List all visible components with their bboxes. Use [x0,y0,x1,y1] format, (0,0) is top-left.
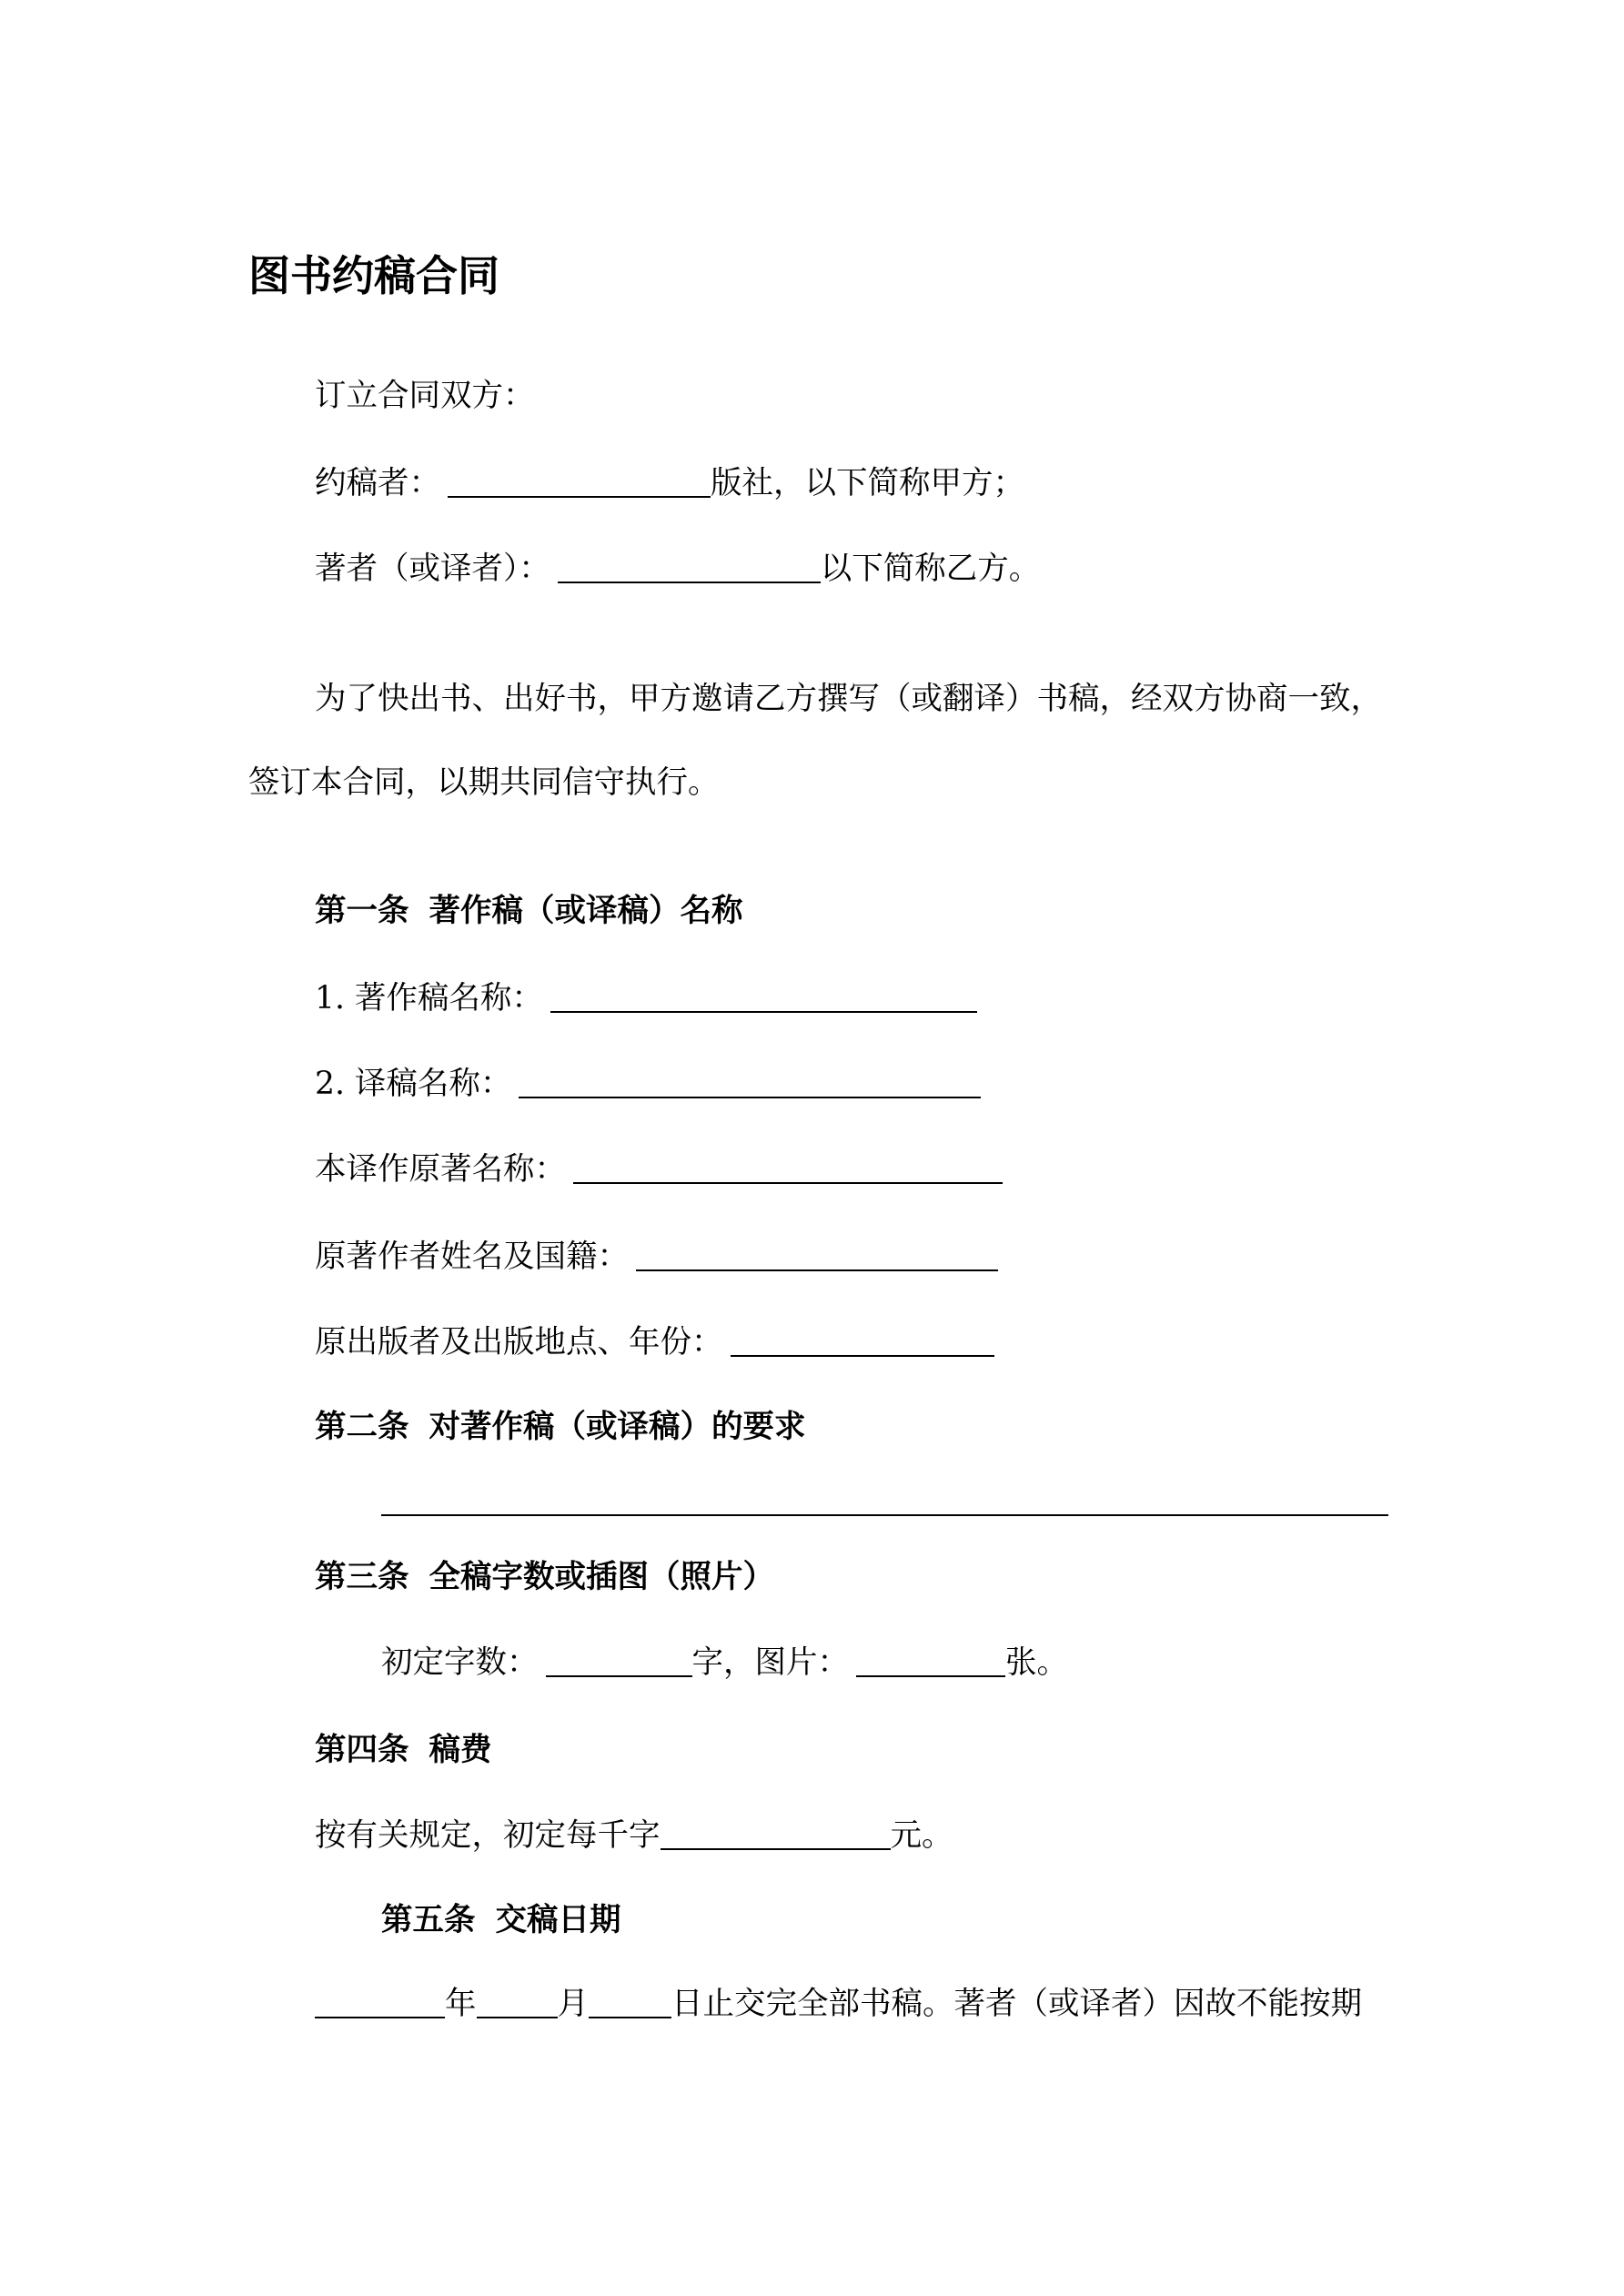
article-4-body [315,1813,953,1858]
field-label: 原出版者及出版地点、年份： [315,1324,723,1360]
fee-unit: 元。 [890,1817,953,1854]
article-2-heading [315,1404,806,1450]
article-1-field-translation-name [315,1061,981,1107]
article-5-number: 第五条 [381,1902,476,1938]
picture-count-blank [856,1648,1005,1677]
party-b-line [315,546,1040,592]
article-3-title: 全稿字数或插图（照片） [429,1559,774,1595]
word-count-blank [546,1648,692,1677]
parties-intro: 订立合同双方： [315,378,535,414]
field-label: 本译作原著名称： [315,1151,566,1188]
article-5-body [315,1981,1362,2027]
field-label: 2. 译稿名称： [315,1066,512,1102]
article-4-number: 第四条 [315,1732,409,1768]
party-a-suffix: 版社，以下简称甲方； [711,465,1024,501]
field-label: 1. 著作稿名称： [315,980,543,1017]
preamble-line-1: 为了快出书、出好书，甲方邀请乙方撰写（或翻译）书稿，经双方协商一致， [315,681,1382,717]
blank-line [573,1155,1003,1184]
word-count-label: 初定字数： [381,1644,539,1681]
document-title: 图书约稿合同 [248,251,499,300]
party-a-label: 约稿者： [315,465,440,501]
article-5-title: 交稿日期 [495,1902,621,1938]
party-b-suffix: 以下简称乙方。 [820,551,1041,587]
article-2-title: 对著作稿（或译稿）的要求 [429,1409,806,1445]
deadline-text: 日止交完全部书稿。著者（或译者）因故不能按期 [671,1986,1362,2022]
day-blank [589,1989,671,2018]
party-b-label: 著者（或译者）： [315,551,550,587]
article-4-title: 稿费 [429,1732,492,1768]
article-4-heading [315,1727,492,1773]
article-1-field-original-author [315,1234,998,1279]
month-label: 月 [557,1986,589,2022]
picture-unit: 张。 [1005,1644,1068,1681]
month-blank [477,1989,558,2018]
party-a-line [315,460,1024,506]
blank-line [519,1069,981,1098]
article-1-number: 第一条 [315,893,409,929]
article-5-heading [381,1897,621,1943]
year-label: 年 [445,1986,477,2022]
year-blank [315,1989,445,2018]
blank-line [636,1242,998,1271]
picture-label: 字，图片： [691,1644,849,1681]
party-a-blank [448,469,711,498]
blank-line [550,984,977,1013]
field-label: 原著作者姓名及国籍： [315,1239,629,1275]
article-1-heading [315,888,743,934]
article-1-title: 著作稿（或译稿）名称 [429,893,743,929]
blank-line [731,1328,994,1357]
article-3-number: 第三条 [315,1559,409,1595]
preamble-line-2: 签订本合同，以期共同信守执行。 [248,764,720,801]
article-1-field-original-publisher [315,1320,994,1365]
article-1-field-work-name [315,976,977,1021]
party-b-blank [558,554,821,583]
fee-blank [661,1821,891,1850]
article-2-blank-line [381,1514,1388,1516]
article-2-number: 第二条 [315,1409,409,1445]
fee-text: 按有关规定，初定每千字 [315,1817,661,1854]
article-1-field-original-title [315,1147,1003,1192]
article-3-body [381,1640,1068,1685]
article-3-heading [315,1554,774,1600]
